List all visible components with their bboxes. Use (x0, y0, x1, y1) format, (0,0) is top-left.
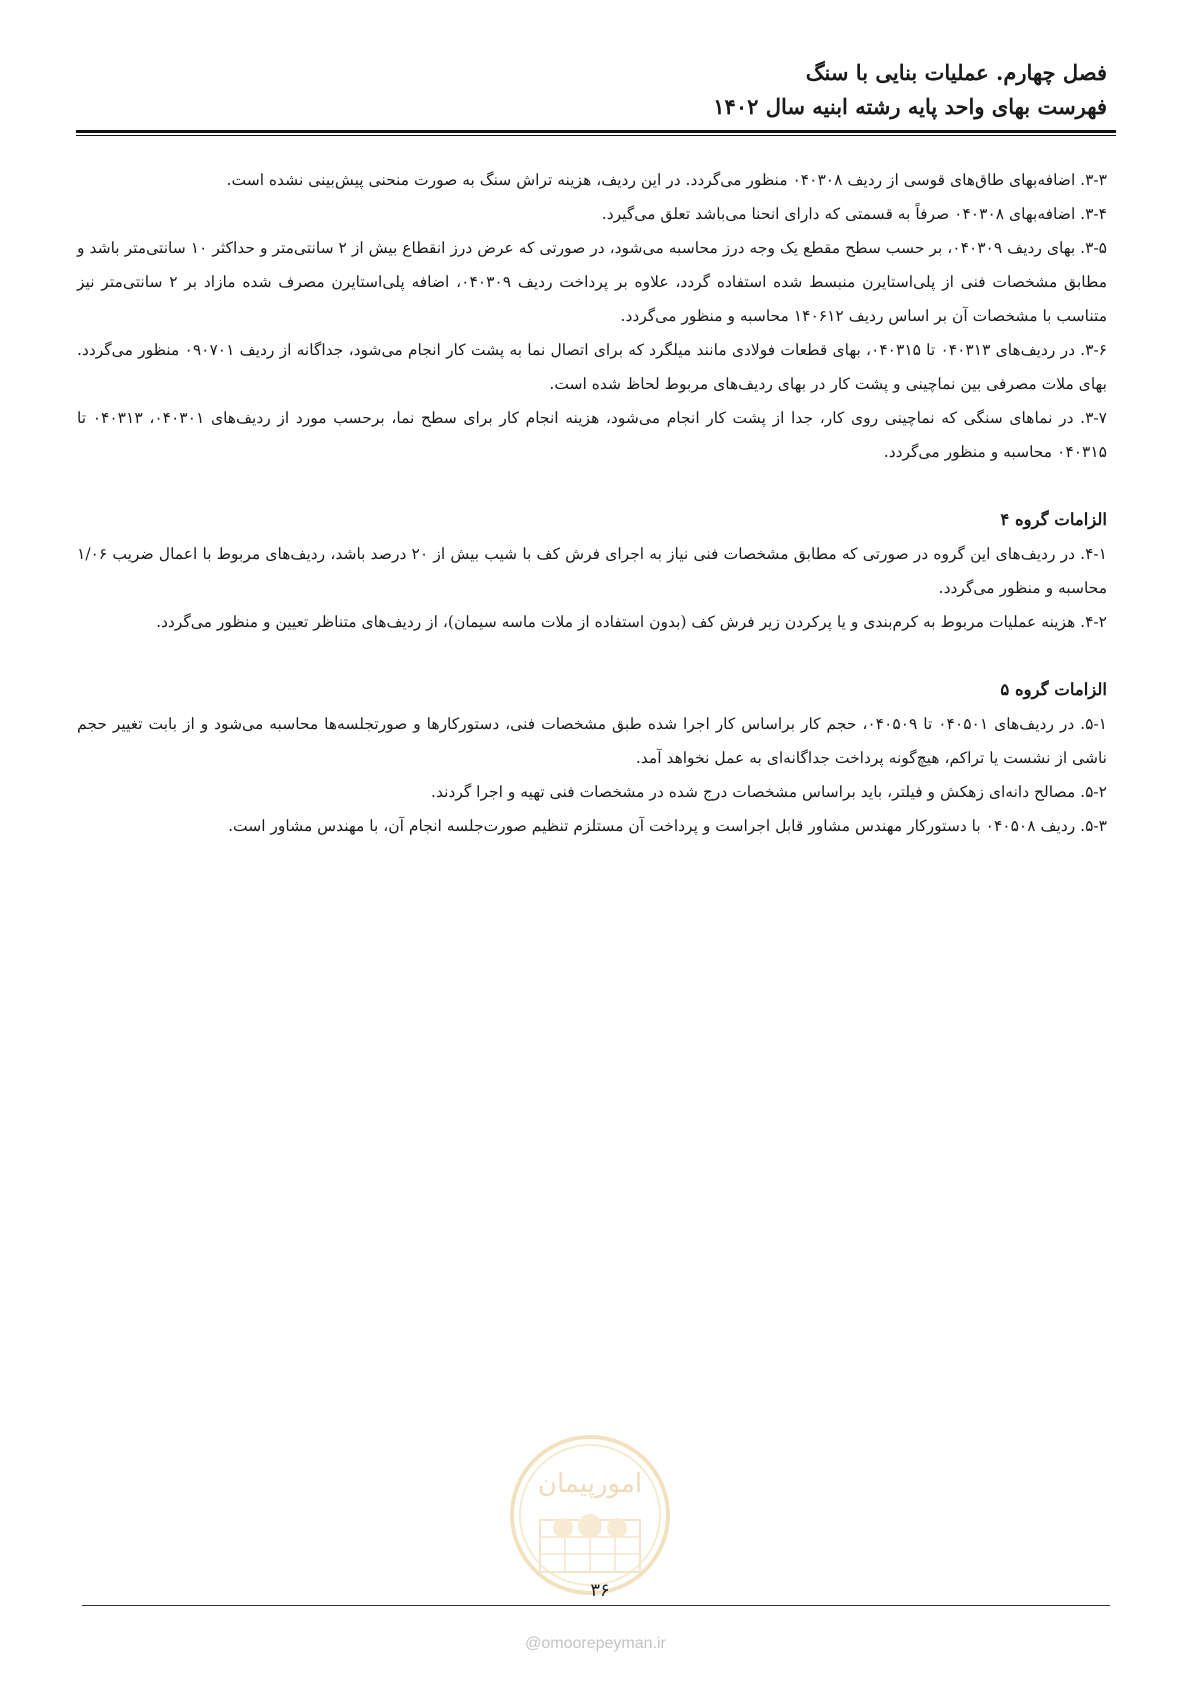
group4-heading: الزامات گروه ۴ (1000, 510, 1107, 529)
paragraph-5-1: ۵-۱. در ردیف‌های ۰۴۰۵۰۱ تا ۰۴۰۵۰۹، حجم کار براساس کار اجرا شده طبق مشخصات فنی، دستورکارها و صورتجلسه‌ها محاسبه می‌شود و از بابت تغییر حجم ناشی از نشست یا تراکم، هیچ‌گونه پرداخت جداگانه‌ای به عمل نخواهد آمد. (77, 715, 1107, 767)
page-number: ۳۶ (590, 1580, 610, 1601)
watermark-logo (505, 1430, 675, 1600)
header-divider-thin (76, 135, 1116, 136)
paragraph-4-2: ۴-۲. هزینه عملیات مربوط به کرم‌بندی و یا پرکردن زیر فرش کف (بدون استفاده از ملات ماسه سیمان)، از ردیف‌های متناظر تعیین و منظور می‌گردد. (156, 613, 1107, 631)
paragraph-5-2: ۵-۲. مصالح دانه‌ای زهکش و فیلتر، باید براساس مشخصات درج شده در مشخصات فنی تهیه و اجرا گردند. (431, 783, 1107, 801)
paragraph-3-7: ۳-۷. در نماهای سنگی که نماچینی روی کار، جدا از پشت کار انجام می‌شود، هزینه انجام کار برای سطح نما، برحسب مورد از ردیف‌های ۰۴۰۳۰۱، ۰۴۰۳۱۳ تا ۰۴۰۳۱۵ محاسبه و منظور می‌گردد. (77, 409, 1107, 461)
paragraph-3-4: ۳-۴. اضافه‌بهای ۰۴۰۳۰۸ صرفاً به قسمتی که دارای انحنا می‌باشد تعلق می‌گیرد. (601, 205, 1107, 223)
footer-divider (82, 1605, 1110, 1606)
page-header (77, 56, 1107, 124)
book-title: فهرست بهای واحد پایه رشته ابنیه سال ۱۴۰۲ (713, 94, 1107, 119)
paragraph-4-1: ۴-۱. در ردیف‌های این گروه در صورتی که مطابق مشخصات فنی نیاز به اجرای فرش کف با شیب بیش از ۲۰ درصد باشد، ردیف‌های مربوط با اعمال ضریب ۱/۰۶ محاسبه و منظور می‌گردد. (77, 545, 1107, 597)
chapter-title: فصل چهارم. عملیات بنایی با سنگ (805, 60, 1107, 85)
paragraph-5-3: ۵-۳. ردیف ۰۴۰۵۰۸ با دستورکار مهندس مشاور قابل اجراست و پرداخت آن مستلزم تنظیم صورت‌جلسه انجام آن، با مهندس مشاور است. (228, 817, 1107, 835)
paragraph-3-3: ۳-۳. اضافه‌بهای طاق‌های قوسی از ردیف ۰۴۰۳۰۸ منظور می‌گردد. در این ردیف، هزینه تراش سنگ به صورت منحنی پیش‌بینی نشده است. (226, 171, 1107, 189)
paragraph-3-6: ۳-۶. در ردیف‌های ۰۴۰۳۱۳ تا ۰۴۰۳۱۵، بهای قطعات فولادی مانند میلگرد که برای اتصال نما به پشت کار انجام می‌شود، جداگانه از ردیف ۰۹۰۷۰۱ منظور می‌گردد. بهای ملات مصرفی بین نماچینی و پشت کار در بهای ردیف‌های مربوط لحاظ شده است. (77, 341, 1108, 393)
site-url: @omoorepeyman.ir (525, 1635, 666, 1652)
header-divider-thick (76, 130, 1116, 133)
paragraph-3-5: ۳-۵. بهای ردیف ۰۴۰۳۰۹، بر حسب سطح مقطع یک وجه درز محاسبه می‌شود، در صورتی که عرض درز انقطاع بیش از ۲ سانتی‌متر و حداکثر ۱۰ سانتی‌متر باشد و مطابق مشخصات فنی از پلی‌استایرن منبسط شده استفاده گردد، علاوه بر پرداخت ردیف ۰۴۰۳۰۹، اضافه پلی‌استایرن مصرف شده مازاد بر ۲ سانتی‌متر نیز متناسب با مشخصات آن بر اساس ردیف ۱۴۰۶۱۲ محاسبه و منظور می‌گردد. (77, 239, 1108, 325)
body-content (77, 163, 1107, 843)
group5-heading: الزامات گروه ۵ (1000, 680, 1107, 699)
watermark-text: امورپیمان (537, 1469, 643, 1499)
